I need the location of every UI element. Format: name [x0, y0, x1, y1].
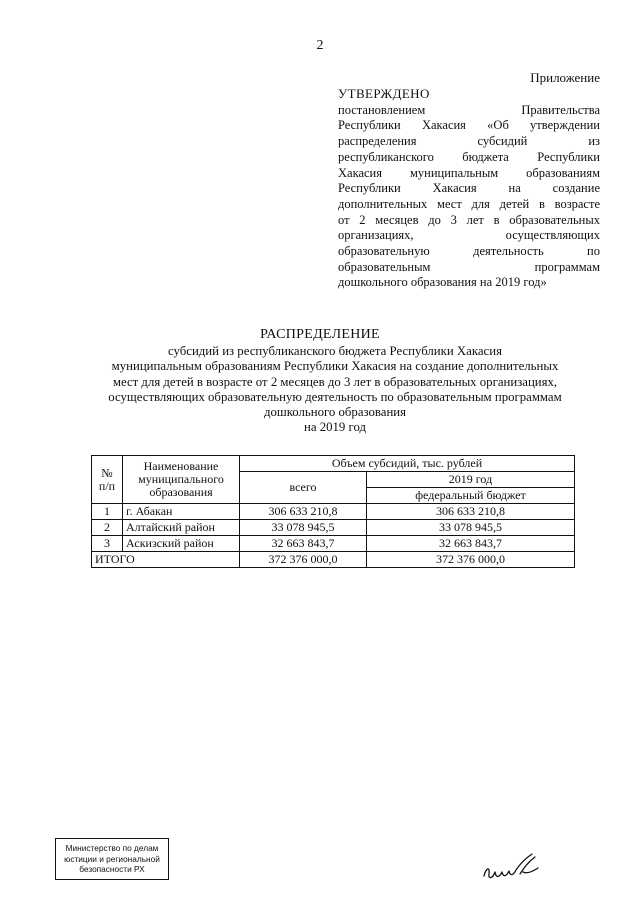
header-municipality-line: Наименование — [143, 459, 219, 473]
approval-block — [338, 86, 600, 291]
stamp-line: Министерство по делам — [65, 843, 159, 853]
total-label: ИТОГО — [92, 552, 240, 568]
row-number: 2 — [92, 520, 123, 536]
table-row — [92, 520, 575, 536]
total-sum: 372 376 000,0 — [240, 552, 367, 568]
table-total-row — [92, 552, 575, 568]
total-federal: 372 376 000,0 — [367, 552, 575, 568]
document-subtitle — [70, 344, 600, 436]
row-total: 306 633 210,8 — [240, 504, 367, 520]
row-total: 33 078 945,5 — [240, 520, 367, 536]
approval-line: дополнительных мест для детей в возрасте — [338, 196, 600, 211]
row-number: 3 — [92, 536, 123, 552]
approval-line: Республики Хакасия «Об утверждении — [338, 118, 600, 133]
approval-line: распределения субсидий из — [338, 134, 600, 149]
row-municipality: г. Абакан — [123, 504, 240, 520]
header-subsidy-volume: Объем субсидий, тыс. рублей — [240, 456, 575, 472]
subtitle-line: муниципальным образованиям Республики Хакасия на создание дополнительных — [111, 359, 559, 374]
approval-line: образовательным программам — [338, 259, 600, 274]
table-row — [92, 504, 575, 520]
approval-line: республиканского бюджета Республики — [338, 149, 600, 164]
header-municipality-line: образования — [149, 485, 213, 499]
approval-line: постановлением Правительства — [338, 102, 600, 117]
row-total: 32 663 843,7 — [240, 536, 367, 552]
subtitle-line: осуществляющих образовательную деятельность по образовательным программам — [108, 389, 562, 404]
handwritten-signature — [480, 848, 550, 888]
stamp-line: юстиции и региональной — [64, 853, 160, 864]
header-number-line: № — [101, 465, 113, 480]
page-number: 2 — [316, 38, 324, 53]
approval-line: организациях, осуществляющих — [338, 228, 600, 243]
row-federal: 306 633 210,8 — [367, 504, 575, 520]
subtitle-line: мест для детей в возрасте от 2 месяцев до 3 лет в образовательных организациях, — [112, 374, 558, 389]
appendix-label: Приложение — [530, 70, 600, 85]
approval-line: Республики Хакасия на создание — [338, 181, 600, 196]
approval-line: Хакасия муниципальным образованиям — [338, 165, 600, 180]
row-municipality: Аскизский район — [123, 536, 240, 552]
header-municipality — [123, 456, 240, 504]
subtitle-line: на 2019 год — [304, 420, 366, 435]
subtitle-line: дошкольного образования — [263, 405, 407, 420]
table-header-row — [92, 456, 575, 472]
header-number-line: п/п — [98, 478, 116, 493]
header-municipality-line: муниципального — [138, 472, 224, 486]
approved-heading: УТВЕРЖДЕНО — [338, 86, 430, 101]
table-row — [92, 536, 575, 552]
document-title: РАСПРЕДЕЛЕНИЕ — [260, 327, 380, 342]
subsidy-table — [91, 455, 575, 568]
approval-line: образовательную деятельность по — [338, 244, 600, 259]
subtitle-line: субсидий из республиканского бюджета Республики Хакасия — [168, 344, 502, 358]
approval-line: от 2 месяцев до 3 лет в образовательных — [338, 212, 600, 227]
row-federal: 33 078 945,5 — [367, 520, 575, 536]
ministry-stamp — [55, 838, 169, 880]
row-federal: 32 663 843,7 — [367, 536, 575, 552]
header-federal-budget: федеральный бюджет — [367, 488, 575, 504]
row-municipality: Алтайский район — [123, 520, 240, 536]
row-number: 1 — [92, 504, 123, 520]
header-total: всего — [240, 472, 367, 504]
header-number — [92, 456, 123, 504]
approval-line: дошкольного образования на 2019 год» — [338, 275, 547, 290]
stamp-line: безопасности РХ — [79, 864, 145, 874]
header-year: 2019 год — [367, 472, 575, 488]
